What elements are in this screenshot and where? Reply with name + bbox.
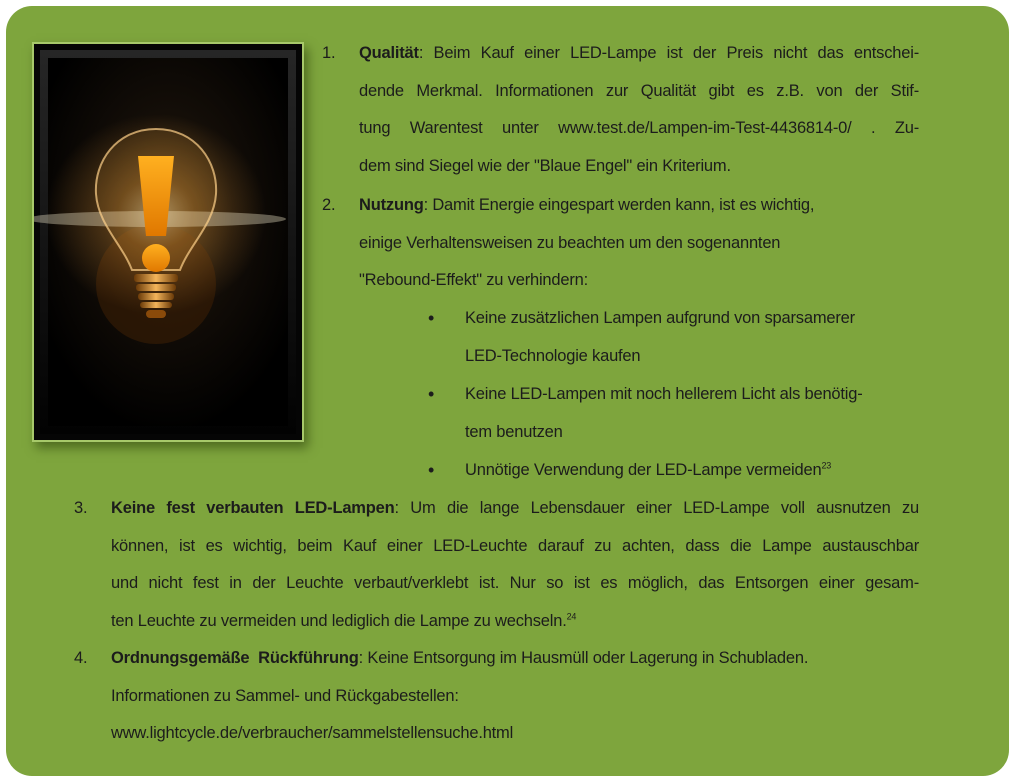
list-number: 2. [322, 196, 336, 214]
list-number: 4. [74, 649, 88, 667]
item-title: Nutzung [359, 196, 424, 214]
footnote-ref: 24 [566, 611, 577, 621]
list-text: Ordnungsgemäße Rückführung: Keine Entsorgung im Hausmüll oder Lagerung in Schubladen. Informationen zu Sammel- und Rückgabestellen: www.lightcycle.de/verbraucher/sammelstellensuche.html [111, 640, 911, 753]
lightbulb-exclamation-icon [32, 42, 304, 442]
bullet-icon: • [428, 460, 435, 480]
list-text: Keine fest verbauten LED-Lampen: Um die lange Lebensdauer einer LED-Lampe voll ausnutzen zu können, ist es wichtig, beim Kauf einer LED-Leuchte darauf zu achten, dass die Lampe austauschbar und nicht fest in der Leuchte verbaut/verklebt ist. Nur so ist es möglich, das Entsorgen einer gesam- ten Leuchte zu vermeiden und lediglich die Lampe zu wechseln.$^{24}$ [111, 499, 919, 630]
item-title: Qualität [359, 44, 419, 62]
list-text: Qualität: Beim Kauf einer LED-Lampe ist der Preis nicht das entschei- dende Merkmal. Informationen zur Qualität gibt es z.B. von der Stif- tung Warentest unter www.test.de/Lampen-im-Test-4436814-0/ . Zu- dem sind Siegel wie der "Blaue Engel" ein Kriterium. [359, 44, 919, 175]
item-title: Keine fest verbauten LED-Lampen [111, 499, 395, 517]
recycling-link[interactable]: www.lightcycle.de/verbraucher/sammelstellensuche.html [111, 724, 514, 742]
list-text: Nutzung: Damit Energie eingespart werden kann, ist es wichtig, einige Verhaltensweisen zu beachten um den sogenannten "Rebound-Effekt" zu verhindern: [359, 196, 815, 289]
bullet-icon: • [428, 384, 435, 404]
footnote-ref: 23 [821, 460, 832, 471]
list-number: 1. [322, 44, 336, 62]
list-number: 3. [74, 499, 88, 517]
bullet-icon: • [428, 308, 435, 328]
item-title: Ordnungsgemäße Rückführung [111, 649, 359, 667]
